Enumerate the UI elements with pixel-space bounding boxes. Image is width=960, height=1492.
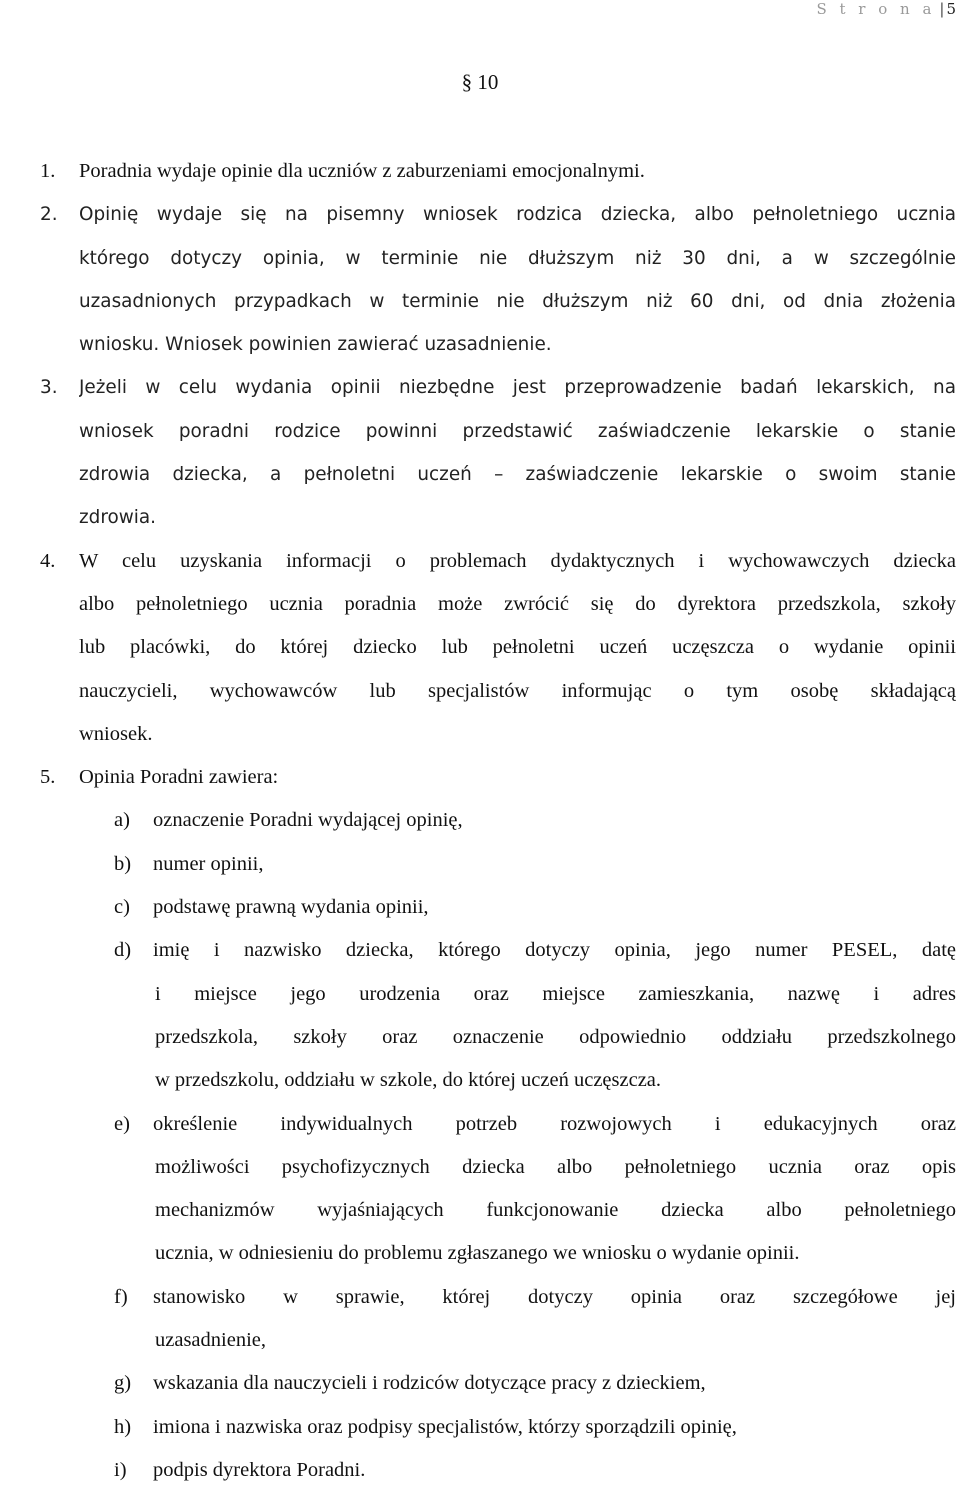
item-number: 5. <box>40 766 56 789</box>
item-text-line: nauczycieli, wychowawców lub specjalistów informując o tym osobę składającą <box>79 679 956 702</box>
sub-item-text-line: imiona i nazwiska oraz podpisy specjalistów, którzy sporządzili opinię, <box>153 1415 737 1438</box>
sub-item <box>0 1449 960 1492</box>
item-continuation <box>0 280 960 323</box>
sub-item-letter: g) <box>114 1372 132 1395</box>
item-text-line: wniosek poradni rodzice powinni przedstawić zaświadczenie lekarskie o stanie <box>79 420 956 442</box>
sub-item-text-line: przedszkola, szkoły oraz oznaczenie odpowiednio oddziału przedszkolnego <box>155 1025 956 1048</box>
sub-item-letter: e) <box>114 1112 130 1135</box>
item-text-line: wniosek. <box>79 722 153 745</box>
sub-item-text-line: ucznia, w odniesieniu do problemu zgłaszanego we wniosku o wydanie opinii. <box>155 1242 800 1265</box>
sub-item <box>0 1406 960 1449</box>
page-header <box>776 0 960 18</box>
item-number: 4. <box>40 549 56 572</box>
item-text-line: zdrowia dziecka, a pełnoletni uczeń – zaświadczenie lekarskie o swoim stanie <box>79 464 956 486</box>
sub-item-letter: f) <box>114 1285 128 1308</box>
sub-item <box>0 1276 960 1319</box>
document-body <box>0 150 960 1492</box>
item-continuation <box>0 670 960 713</box>
sub-item-text-line: i miejsce jego urodzenia oraz miejsce zamieszkania, nazwę i adres <box>155 982 956 1005</box>
item-text-line: W celu uzyskania informacji o problemach dydaktycznych i wychowawczych dziecka <box>79 549 956 572</box>
sub-item-continuation <box>0 1232 960 1275</box>
item-number: 1. <box>40 160 56 182</box>
sub-item-text-line: podpis dyrektora Poradni. <box>153 1458 366 1481</box>
sub-item-letter: i) <box>114 1458 127 1481</box>
sub-item-continuation <box>0 1189 960 1232</box>
item-continuation <box>0 453 960 496</box>
item-text-line: albo pełnoletniego ucznia poradnia może zwrócić się do dyrektora przedszkola, szkoły <box>79 592 956 615</box>
sub-item-continuation <box>0 1016 960 1059</box>
page-number: 5 <box>946 0 956 18</box>
item-text-line: wniosku. Wniosek powinien zawierać uzasadnienie. <box>79 334 552 356</box>
sub-item-text-line: w przedszkolu, oddziału w szkole, do której uczeń uczęszcza. <box>155 1069 662 1092</box>
sub-item-text-line: numer opinii, <box>153 852 264 875</box>
item-continuation <box>0 496 960 539</box>
sub-item-letter: h) <box>114 1415 132 1438</box>
item-number: 3. <box>40 377 58 399</box>
list-item <box>0 366 960 409</box>
item-text-line: Poradnia wydaje opinie dla uczniów z zaburzeniami emocjonalnymi. <box>79 160 645 182</box>
item-text-line: zdrowia. <box>79 507 157 529</box>
sub-item-text-line: stanowisko w sprawie, której dotyczy opinia oraz szczegółowe jej <box>153 1285 956 1308</box>
sub-item <box>0 843 960 886</box>
item-continuation <box>0 410 960 453</box>
sub-item-text-line: uzasadnienie, <box>155 1329 266 1352</box>
section-title: § 10 <box>461 70 499 94</box>
sub-item <box>0 1103 960 1146</box>
sub-item-text-line: możliwości psychofizycznych dziecka albo pełnoletniego ucznia oraz opis <box>155 1155 956 1178</box>
list-item <box>0 150 960 193</box>
item-text-line: Jeżeli w celu wydania opinii niezbędne jest przeprowadzenie badań lekarskich, na <box>79 377 956 399</box>
list-item <box>0 193 960 236</box>
sub-item-text-line: wskazania dla nauczycieli i rodziców dotyczące pracy z dzieckiem, <box>153 1372 706 1395</box>
sub-item <box>0 929 960 972</box>
sub-item-letter: c) <box>114 896 130 919</box>
sub-item-text-line: określenie indywidualnych potrzeb rozwojowych i edukacyjnych oraz <box>153 1112 956 1135</box>
item-text-line: uzasadnionych przypadkach w terminie nie dłuższym niż 60 dni, od dnia złożenia <box>79 290 956 312</box>
sub-item-text-line: mechanizmów wyjaśniających funkcjonowanie dziecka albo pełnoletniego <box>155 1199 956 1222</box>
sub-item-text-line: oznaczenie Poradni wydającej opinię, <box>153 809 463 832</box>
sub-item-continuation <box>0 1146 960 1189</box>
item-number: 2. <box>40 204 58 226</box>
sub-item <box>0 1362 960 1405</box>
item-continuation <box>0 626 960 669</box>
sub-item-letter: d) <box>114 939 132 962</box>
item-continuation <box>0 237 960 280</box>
sub-item-letter: b) <box>114 852 132 875</box>
item-text-line: Opinia Poradni zawiera: <box>79 766 279 789</box>
item-text-line: którego dotyczy opinia, w terminie nie dłuższym niż 30 dni, a w szczególnie <box>79 247 956 269</box>
sub-item <box>0 886 960 929</box>
sub-item-continuation <box>0 1059 960 1102</box>
sub-item-text-line: imię i nazwisko dziecka, którego dotyczy opinia, jego numer PESEL, datę <box>153 939 956 962</box>
page-header-separator: | <box>939 0 945 18</box>
page-header-word: S t r o n a <box>816 0 936 18</box>
sub-item-text-line: podstawę prawną wydania opinii, <box>153 896 429 919</box>
sub-item-continuation <box>0 1319 960 1362</box>
item-text-line: Opinię wydaje się na pisemny wniosek rodzica dziecka, albo pełnoletniego ucznia <box>79 204 956 226</box>
item-continuation <box>0 713 960 756</box>
sub-item-continuation <box>0 973 960 1016</box>
list-item <box>0 540 960 583</box>
sub-item <box>0 799 960 842</box>
sub-item-letter: a) <box>114 809 130 832</box>
item-continuation <box>0 583 960 626</box>
item-text-line: lub placówki, do której dziecko lub pełnoletni uczeń uczęszcza o wydanie opinii <box>79 636 956 659</box>
item-continuation <box>0 323 960 366</box>
list-item <box>0 756 960 799</box>
